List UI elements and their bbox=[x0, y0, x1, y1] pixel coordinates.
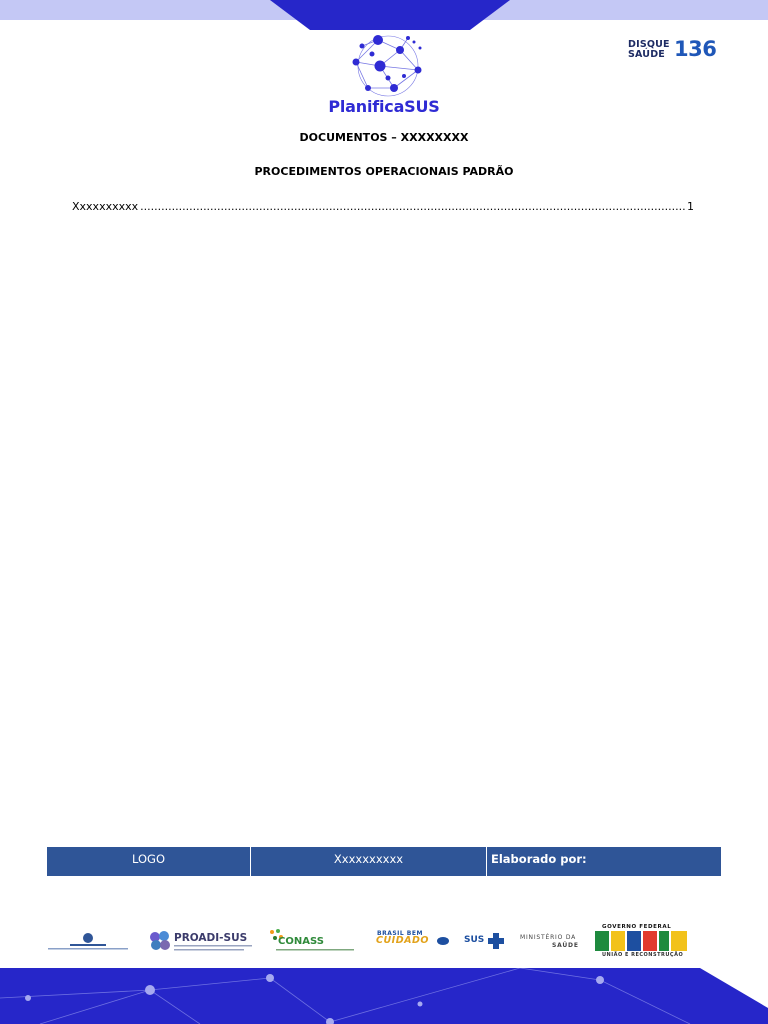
bottom-decorative-band bbox=[0, 968, 768, 1024]
governo-federal-label: GOVERNO FEDERAL bbox=[602, 924, 672, 930]
footer-table bbox=[47, 847, 721, 876]
partner-logos bbox=[40, 922, 700, 962]
sus-label: SUS bbox=[464, 935, 485, 945]
disque-saude-logo bbox=[628, 37, 720, 62]
toc-leader-dots bbox=[140, 200, 685, 213]
brasil-wordmark bbox=[595, 931, 687, 951]
toc-entry-page: 1 bbox=[687, 200, 694, 213]
conass-tagline bbox=[276, 948, 354, 952]
uniao-reconstrucao-label: UNIÃO E RECONSTRUÇÃO bbox=[602, 952, 684, 958]
footer-name-cell: Xxxxxxxxxx bbox=[251, 847, 486, 876]
sus-cross-icon bbox=[486, 932, 506, 950]
proadi-sus-label: PROADI-SUS bbox=[174, 932, 248, 944]
footer-author-cell: Elaborado por: bbox=[487, 847, 721, 876]
cuidado-label: CUIDADO bbox=[376, 935, 429, 946]
toc-entry-label: Xxxxxxxxxx bbox=[72, 200, 139, 213]
ministerio-line1: MINISTÉRIO DA bbox=[520, 934, 577, 941]
top-notch-shape bbox=[270, 0, 510, 30]
einstein-logo bbox=[46, 932, 130, 952]
proadi-sus-tagline bbox=[174, 944, 252, 952]
brand-name: PlanificaSUS bbox=[328, 97, 440, 116]
heart-icon bbox=[436, 936, 450, 946]
proadi-sus-icon bbox=[148, 930, 172, 952]
document-subtitle: PROCEDIMENTOS OPERACIONAIS PADRÃO bbox=[254, 165, 514, 178]
document-title: DOCUMENTOS – XXXXXXXX bbox=[299, 131, 469, 144]
ministerio-line2: SAÚDE bbox=[552, 942, 579, 949]
saude-word: SAÚDE bbox=[628, 49, 665, 60]
toc-entry[interactable] bbox=[72, 199, 694, 213]
conass-label: CONASS bbox=[278, 936, 324, 947]
footer-logo-cell: LOGO bbox=[47, 847, 250, 876]
disque-saude-words bbox=[628, 40, 674, 60]
brasil-bem-label: BRASIL BEM bbox=[377, 930, 423, 937]
disque-number: 136 bbox=[674, 37, 717, 61]
disque-word: DISQUE bbox=[628, 39, 670, 50]
planificasus-network-icon bbox=[348, 32, 430, 100]
